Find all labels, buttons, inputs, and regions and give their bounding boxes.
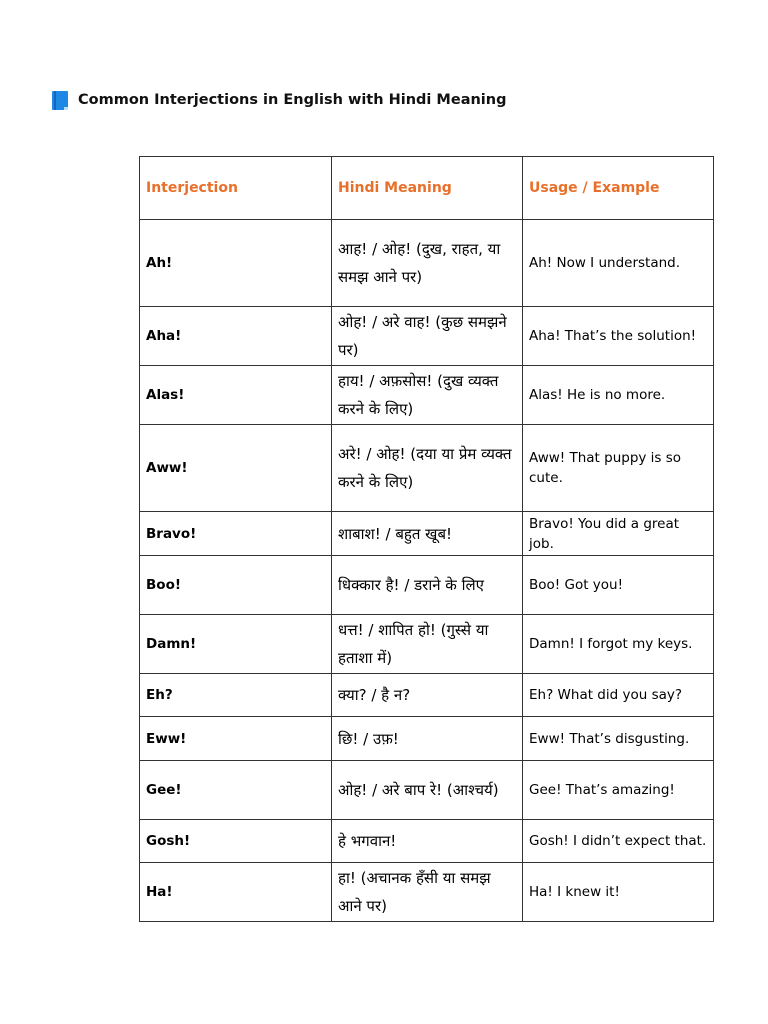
cell-interjection: Ha! <box>140 863 332 922</box>
table-row <box>140 307 714 366</box>
cell-interjection: Bravo! <box>140 512 332 556</box>
cell-interjection: Ah! <box>140 220 332 307</box>
cell-hindi-meaning: हा! (अचानक हँसी या समझ आने पर) <box>332 863 523 922</box>
cell-hindi-meaning: अरे! / ओह! (दया या प्रेम व्यक्त करने के लिए) <box>332 425 523 512</box>
cell-usage-example: Bravo! You did a great job. <box>523 512 714 556</box>
book-icon <box>52 91 68 110</box>
table-row <box>140 615 714 674</box>
cell-interjection: Aww! <box>140 425 332 512</box>
cell-hindi-meaning: ओह! / अरे बाप रे! (आश्चर्य) <box>332 761 523 820</box>
table-row <box>140 820 714 863</box>
cell-hindi-meaning: शाबाश! / बहुत खूब! <box>332 512 523 556</box>
table-row <box>140 425 714 512</box>
cell-usage-example: Gosh! I didn’t expect that. <box>523 820 714 863</box>
cell-hindi-meaning: हे भगवान! <box>332 820 523 863</box>
cell-interjection: Gee! <box>140 761 332 820</box>
cell-hindi-meaning: क्या? / है न? <box>332 674 523 717</box>
title-row <box>52 89 506 111</box>
cell-usage-example: Boo! Got you! <box>523 556 714 615</box>
cell-usage-example: Gee! That’s amazing! <box>523 761 714 820</box>
cell-usage-example: Eh? What did you say? <box>523 674 714 717</box>
table-row <box>140 512 714 556</box>
table-row <box>140 220 714 307</box>
cell-interjection: Eww! <box>140 717 332 761</box>
cell-hindi-meaning: छि! / उफ़! <box>332 717 523 761</box>
table-row <box>140 717 714 761</box>
table-row <box>140 674 714 717</box>
cell-hindi-meaning: धिक्कार है! / डराने के लिए <box>332 556 523 615</box>
cell-usage-example: Alas! He is no more. <box>523 366 714 425</box>
cell-hindi-meaning: ओह! / अरे वाह! (कुछ समझने पर) <box>332 307 523 366</box>
cell-hindi-meaning: हाय! / अफ़सोस! (दुख व्यक्त करने के लिए) <box>332 366 523 425</box>
cell-usage-example: Eww! That’s disgusting. <box>523 717 714 761</box>
cell-usage-example: Damn! I forgot my keys. <box>523 615 714 674</box>
header-usage-example: Usage / Example <box>523 157 714 220</box>
cell-usage-example: Aww! That puppy is so cute. <box>523 425 714 512</box>
table-row <box>140 761 714 820</box>
header-hindi-meaning: Hindi Meaning <box>332 157 523 220</box>
cell-interjection: Damn! <box>140 615 332 674</box>
table-row <box>140 556 714 615</box>
table-header-row <box>140 157 714 220</box>
cell-usage-example: Ha! I knew it! <box>523 863 714 922</box>
cell-usage-example: Aha! That’s the solution! <box>523 307 714 366</box>
page-title: Common Interjections in English with Hindi Meaning <box>78 92 507 108</box>
cell-hindi-meaning: आह! / ओह! (दुख, राहत, या समझ आने पर) <box>332 220 523 307</box>
cell-interjection: Gosh! <box>140 820 332 863</box>
cell-interjection: Alas! <box>140 366 332 425</box>
cell-usage-example: Ah! Now I understand. <box>523 220 714 307</box>
cell-interjection: Aha! <box>140 307 332 366</box>
cell-interjection: Boo! <box>140 556 332 615</box>
table-row <box>140 863 714 922</box>
cell-hindi-meaning: धत्त! / शापित हो! (गुस्से या हताशा में) <box>332 615 523 674</box>
cell-interjection: Eh? <box>140 674 332 717</box>
interjections-table <box>139 156 714 922</box>
table-row <box>140 366 714 425</box>
header-interjection: Interjection <box>140 157 332 220</box>
